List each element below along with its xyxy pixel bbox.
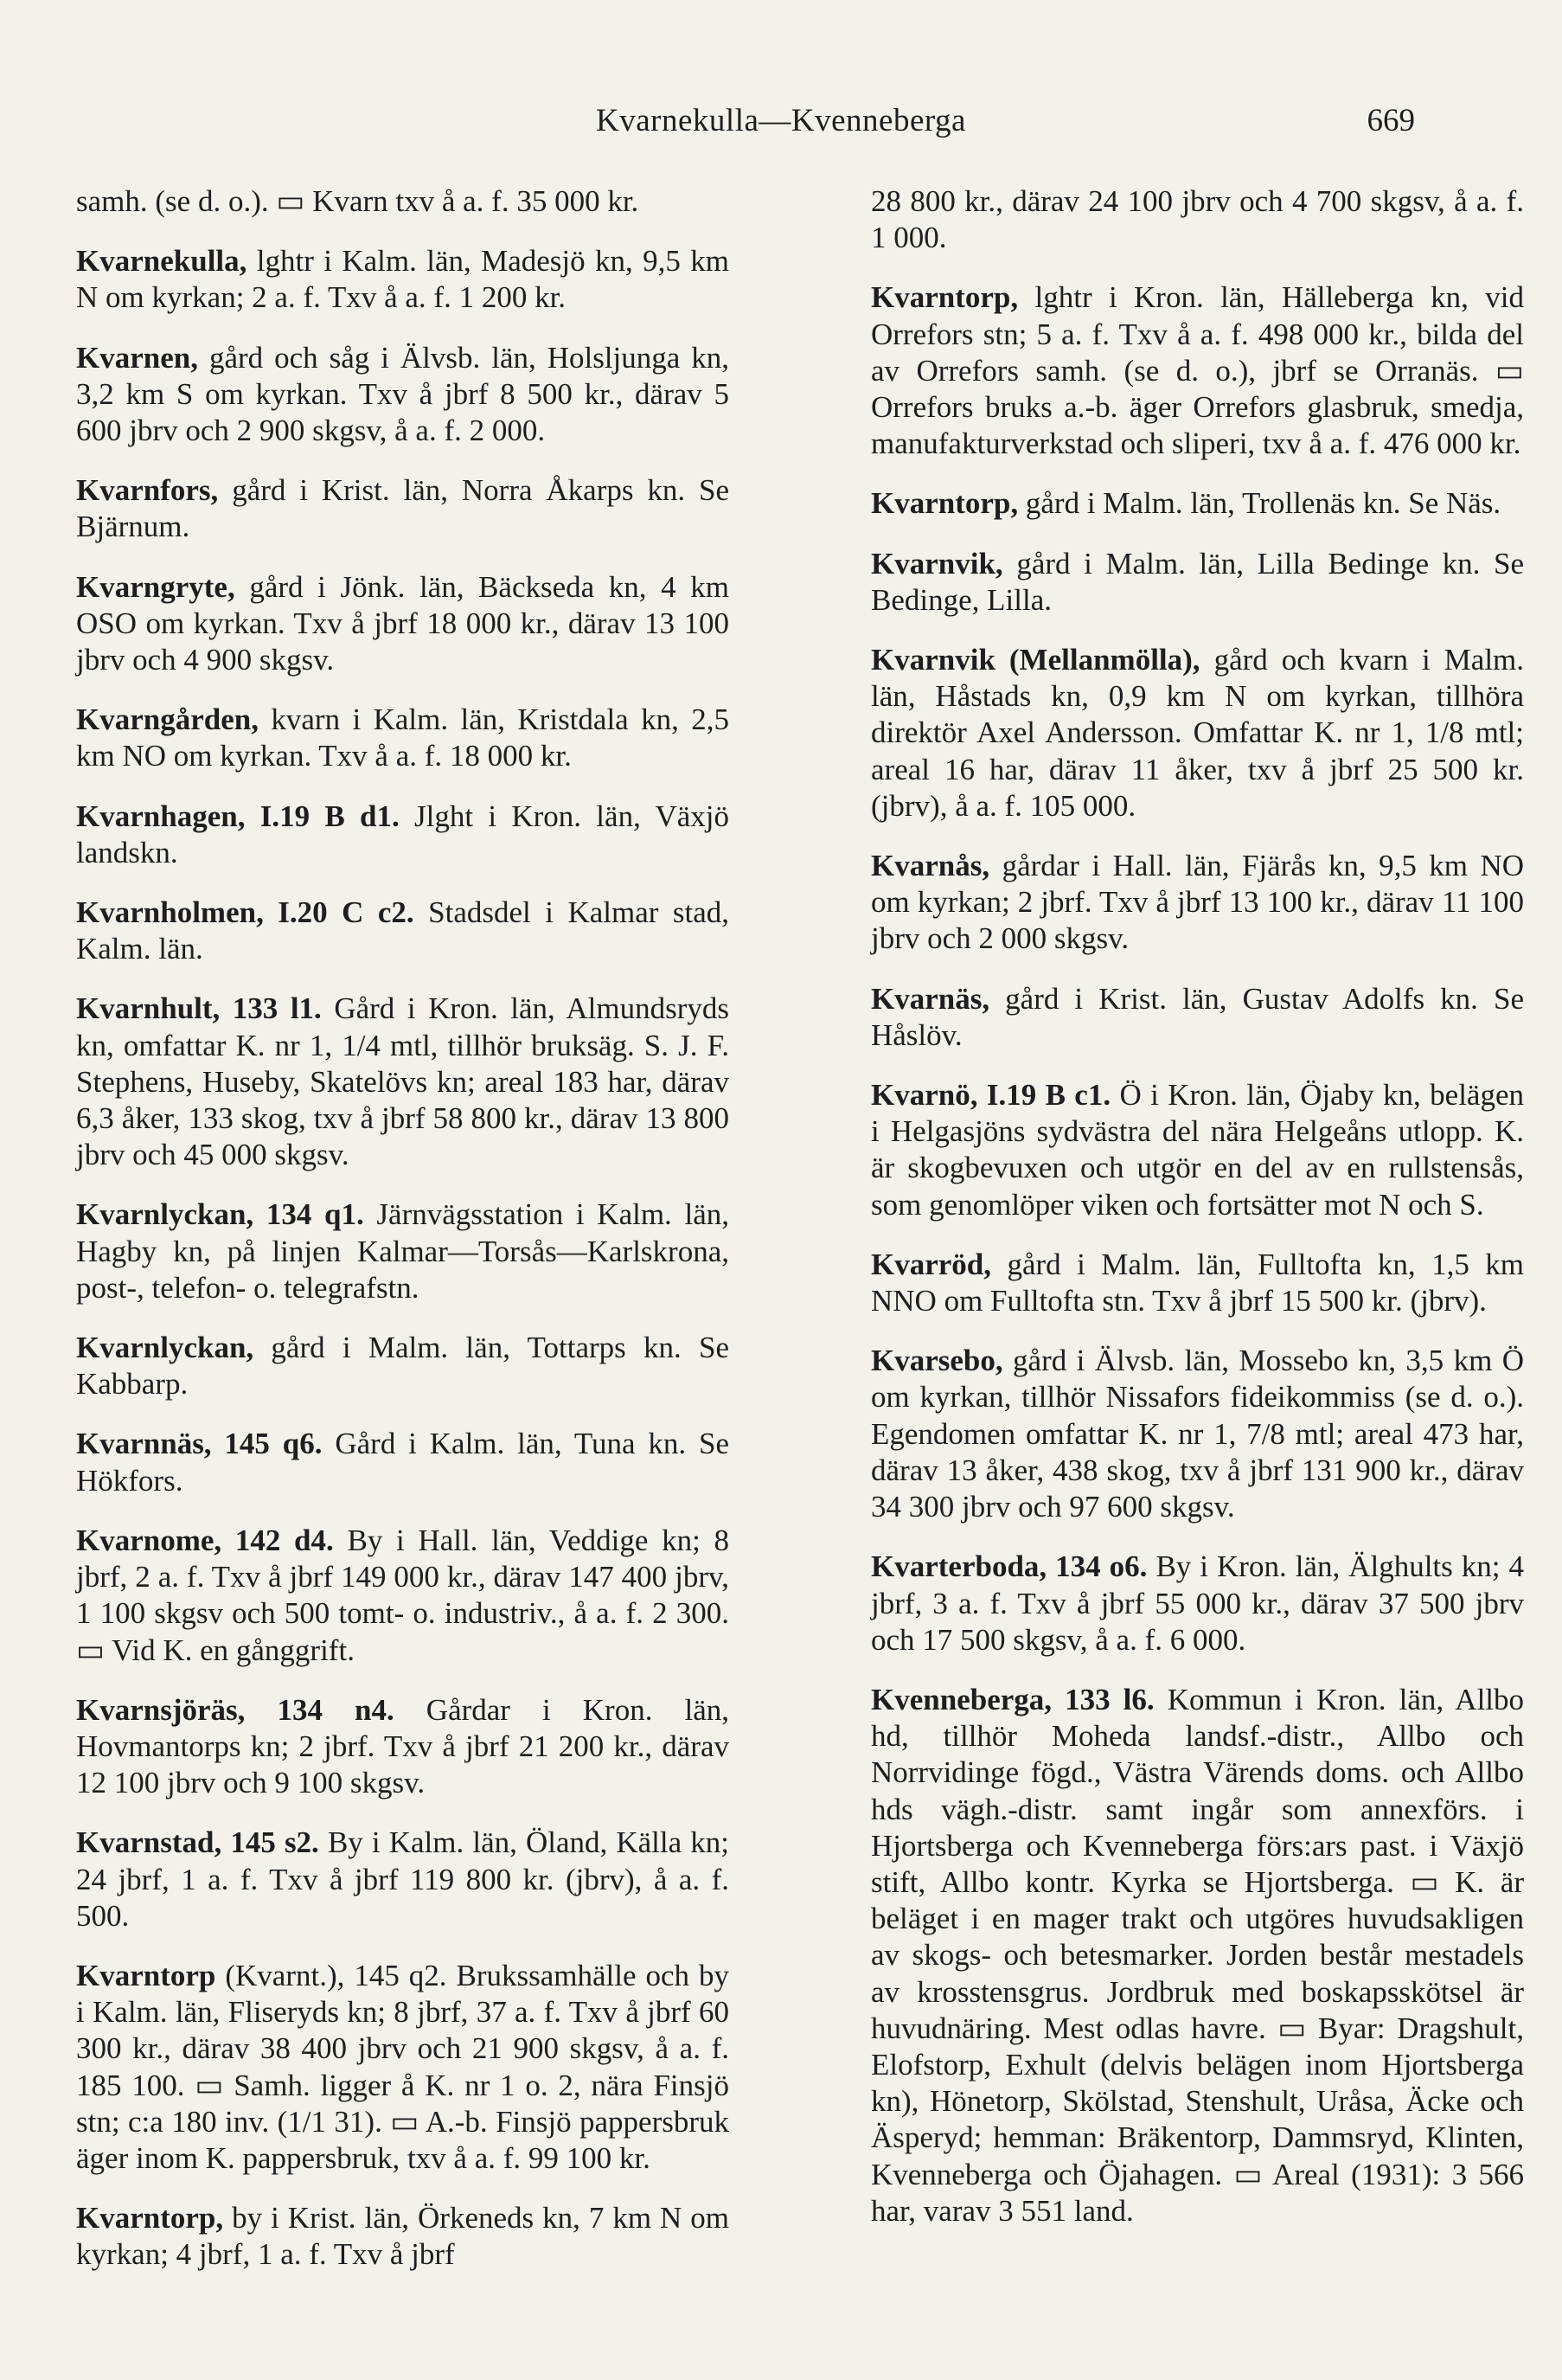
- entry: [871, 848, 1524, 958]
- entry: [76, 1958, 729, 2177]
- entry-headword: Kvarnnäs, 145 q6.: [76, 1427, 323, 1461]
- entry-headword: Kvarterboda, 134 o6.: [871, 1549, 1148, 1584]
- entry-text: Gårdar i Kron. län, Hovmantorps kn; 2 jbrf. Txv å jbrf 21 200 kr., därav 12 100 jbrv och 9 100 skgsv.: [76, 1692, 730, 1800]
- entry: [871, 1549, 1524, 1658]
- entry-headword: Kvarnome, 142 d4.: [76, 1523, 334, 1557]
- entry-headword: Kvarnlyckan, 134 q1.: [76, 1197, 364, 1232]
- entry-headword: Kvarnsjöräs, 134 n4.: [76, 1692, 394, 1727]
- entry-text: kvarn i Kalm. län, Kristdala kn, 2,5 km NO om kyrkan. Txv å a. f. 18 000 kr.: [76, 702, 729, 773]
- entry-text: By i Kalm. län, Öland, Källa kn; 24 jbrf, 1 a. f. Txv å jbrf 119 800 kr. (jbrv), å a. f. 500.: [76, 1825, 730, 1933]
- entry-headword: Kvarnekulla,: [76, 244, 247, 279]
- entry: [76, 183, 729, 220]
- entry-text: (Kvarnt.), 145 q2. Brukssamhälle och by i Kalm. län, Fliseryds kn; 8 jbrf, 37 a. f. Txv å jbrf 60 300 kr., därav 38 400 jbrv och 21 900 skgsv, å a. f. 185 100. ▭ Samh. ligger å K. nr 1 o. 2, nära Finsjö stn; c:a 180 inv. (1/1 31). ▭ A.-b. Finsjö pappersbruk äger inom K. pappersbruk, txv å a. f. 99 100 kr.: [76, 1958, 729, 2175]
- entry-text: Stadsdel i Kalmar stad, Kalm. län.: [76, 895, 730, 966]
- entry: [871, 642, 1524, 824]
- entry-headword: Kvarntorp,: [76, 2201, 224, 2236]
- entry-text: gård i Malm. län, Tottarps kn. Se Kabbarp.: [76, 1331, 729, 1402]
- entry-text: lghtr i Kron. län, Hälleberga kn, vid Orrefors stn; 5 a. f. Txv å a. f. 498 000 kr., bilda del av Orrefors samh. (se d. o.), jbrf se Orranäs. ▭ Orrefors bruks a.-b. äger Orrefors glasbruk, smedja, manufakturverkstad och sliperi, txv å a. f. 476 000 kr.: [871, 280, 1524, 461]
- entry: [871, 1247, 1524, 1319]
- entry-headword: Kvarnö, I.19 B c1.: [871, 1078, 1111, 1113]
- entry: [871, 1077, 1524, 1223]
- entry: [76, 991, 729, 1173]
- entry-headword: Kvarnfors,: [76, 473, 219, 508]
- entry-text: gårdar i Hall. län, Fjärås kn, 9,5 km NO om kyrkan; 2 jbrf. Txv å jbrf 13 100 kr., därav 11 100 jbrv och 2 000 skgsv.: [871, 849, 1525, 956]
- entry: [76, 2200, 729, 2273]
- entry: [76, 1330, 729, 1402]
- entry: [871, 279, 1524, 462]
- entry-headword: Kvarnvik,: [871, 546, 1003, 581]
- right-column: [871, 183, 1524, 2253]
- entry: [76, 702, 729, 774]
- left-column: [76, 183, 729, 2297]
- entry-headword: Kvenneberga, 133 l6.: [871, 1682, 1155, 1716]
- entry: [76, 472, 729, 545]
- entry-headword: Kvarsebo,: [871, 1344, 1003, 1378]
- page-number: 669: [1367, 103, 1415, 138]
- entry: [76, 1523, 729, 1669]
- entry-text: gård och såg i Älvsb. län, Holsljunga kn, 3,2 km S om kyrkan. Txv å jbrf 8 500 kr., därav 5 600 jbrv och 2 900 skgsv, å a. f. 2 000.: [76, 340, 730, 448]
- entry-text: Gård i Kron. län, Almundsryds kn, omfattar K. nr 1, 1/4 mtl, tillhör bruksäg. S. J. F. Stephens, Huseby, Skatelövs kn; areal 183 har, därav 6,3 åker, 133 skog, txv å jbrf 58 800 kr., därav 13 800 jbrv och 45 000 skgsv.: [76, 991, 730, 1172]
- entry-headword: Kvarnås,: [871, 849, 990, 883]
- entry-text: Järnvägsstation i Kalm. län, Hagby kn, på linjen Kalmar—Torsås—Karlskrona, post-, telefon- o. telegrafstn.: [76, 1197, 729, 1305]
- entry: [76, 1196, 729, 1306]
- entry-headword: Kvarngryte,: [76, 569, 235, 604]
- entry: [76, 1825, 729, 1934]
- entry-text: lghtr i Kalm. län, Madesjö kn, 9,5 km N om kyrkan; 2 a. f. Txv å a. f. 1 200 kr.: [76, 244, 729, 315]
- running-title: Kvarnekulla—Kvenneberga: [596, 103, 966, 138]
- entry-headword: Kvarntorp,: [871, 486, 1019, 521]
- entry-text: gård i Malm. län, Trollenäs kn. Se Näs.: [1025, 486, 1501, 521]
- entry-headword: Kvarntorp,: [871, 280, 1019, 315]
- entry-text: Jlght i Kron. län, Växjö landskn.: [76, 799, 730, 869]
- entry-headword: Kvarnlyckan,: [76, 1331, 254, 1365]
- entry-headword: Kvarnstad, 145 s2.: [76, 1825, 319, 1860]
- entry: [871, 981, 1524, 1054]
- entry-text: Gård i Kalm. län, Tuna kn. Se Hökfors.: [76, 1427, 730, 1498]
- entry: [76, 340, 729, 450]
- entry: [871, 1343, 1524, 1525]
- entry: [871, 1682, 1524, 2229]
- entry-text: gård i Älvsb. län, Mossebo kn, 3,5 km Ö om kyrkan, tillhör Nissafors fideikommiss (se d. o.). Egendomen omfattar K. nr 1, 7/8 mtl; areal 473 har, därav 13 åker, 438 skog, txv å jbrf 131 900 kr., därav 34 300 jbrv och 97 600 skgsv.: [871, 1344, 1524, 1524]
- entry-text: gård i Krist. län, Norra Åkarps kn. Se Bjärnum.: [76, 473, 729, 544]
- entry-headword: Kvarnvik (Mellanmölla),: [871, 643, 1200, 677]
- entry: [76, 569, 729, 679]
- entry: [76, 243, 729, 316]
- entry-text: gård och kvarn i Malm. län, Håstads kn, 0,9 km N om kyrkan, tillhöra direktör Axel Andersson. Omfattar K. nr 1, 1/8 mtl; areal 16 har, därav 11 åker, txv å jbrf 25 500 kr. (jbrv), å a. f. 105 000.: [871, 643, 1525, 823]
- entry-headword: Kvarntorp: [76, 1958, 216, 1992]
- page-header: [0, 102, 1562, 154]
- entry: [76, 799, 729, 871]
- entry-headword: Kvarnäs,: [871, 981, 990, 1016]
- entry-headword: Kvarnen,: [76, 340, 198, 375]
- entry-text: by i Krist. län, Örkeneds kn, 7 km N om kyrkan; 4 jbrf, 1 a. f. Txv å jbrf: [76, 2201, 730, 2272]
- entry-text: By i Hall. län, Veddige kn; 8 jbrf, 2 a. f. Txv å jbrf 149 000 kr., därav 147 400 jbrv, 1 100 skgsv och 500 tomt- o. industriv., å a. f. 2 300. ▭ Vid K. en gånggrift.: [76, 1523, 729, 1667]
- entry: [871, 485, 1524, 522]
- entry: [76, 1426, 729, 1498]
- entry: [871, 183, 1524, 256]
- entry: [76, 1692, 729, 1802]
- entry-headword: Kvarngården,: [76, 702, 259, 737]
- entry: [76, 895, 729, 967]
- entry-text: gård i Malm. län, Lilla Bedinge kn. Se Bedinge, Lilla.: [871, 546, 1524, 617]
- entry-headword: Kvarröd,: [871, 1247, 992, 1281]
- entry-text: Ö i Kron. län, Öjaby kn, belägen i Helgasjöns sydvästra del nära Helgeåns utlopp. K. är skogbevuxen och utgör en del av en rullstensås, som genomlöper viken och fortsätter mot N och S.: [871, 1078, 1524, 1222]
- entry-headword: Kvarnholmen, I.20 C c2.: [76, 895, 414, 930]
- entry-text: gård i Jönk. län, Bäckseda kn, 4 km OSO om kyrkan. Txv å jbrf 18 000 kr., därav 13 100 jbrv och 4 900 skgsv.: [76, 569, 730, 677]
- entry-headword: Kvarnhagen, I.19 B d1.: [76, 799, 400, 833]
- entry-text: samh. (se d. o.). ▭ Kvarn txv å a. f. 35 000 kr.: [76, 184, 639, 218]
- entry: [871, 546, 1524, 619]
- entry-text: Kommun i Kron. län, Allbo hd, tillhör Moheda landsf.-distr., Allbo och Norrvidinge fögd., Västra Värends doms. och Allbo hds vägh.-distr. samt ingår som annexförs. i Hjortsberga och Kvenneberga förs:ars past. i Växjö stift, Allbo kontr. Kyrka se Hjortsberga. ▭ K. är beläget i en mager trakt och utgöres huvudsakligen av skogs- och betesmarker. Jorden består mestadels av krosstensgrus. Jordbruk med boskapsskötsel är huvudnäring. Mest odlas havre. ▭ Byar: Dragshult, Elofstorp, Exhult (delvis belägen inom Hjortsberga kn), Hönetorp, Skölstad, Stenshult, Uråsa, Äcke och Äsperyd; hemman: Bräkentorp, Dammsryd, Klinten, Kvenneberga och Öjahagen. ▭ Areal (1931): 3 566 har, varav 3 551 land.: [871, 1682, 1525, 2228]
- entry-headword: Kvarnhult, 133 l1.: [76, 991, 322, 1026]
- entry-text: gård i Malm. län, Fulltofta kn, 1,5 km NNO om Fulltofta stn. Txv å jbrf 15 500 kr. (jbrv).: [871, 1247, 1524, 1318]
- entry-text: By i Kron. län, Älghults kn; 4 jbrf, 3 a. f. Txv å jbrf 55 000 kr., därav 37 500 jbrv och 17 500 skgsv, å a. f. 6 000.: [871, 1549, 1524, 1657]
- entry-text: 28 800 kr., därav 24 100 jbrv och 4 700 skgsv, å a. f. 1 000.: [871, 184, 1524, 255]
- entry-text: gård i Krist. län, Gustav Adolfs kn. Se Håslöv.: [871, 981, 1524, 1052]
